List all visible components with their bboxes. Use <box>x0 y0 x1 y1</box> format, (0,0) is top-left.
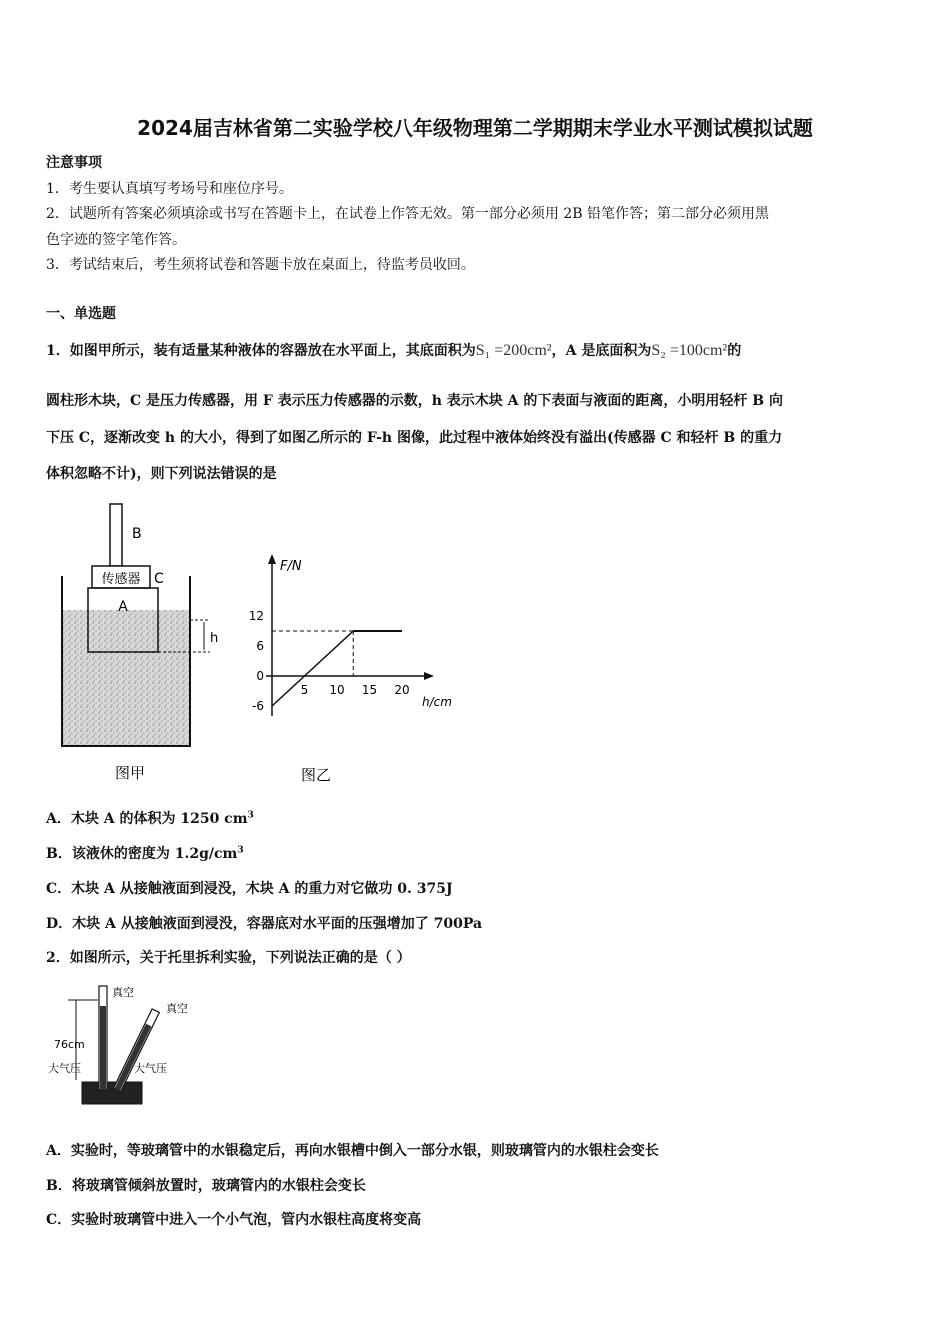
x-tick-label: 5 <box>300 683 309 697</box>
caption-yi: 图乙 <box>300 766 332 784</box>
q1-option-d[interactable]: D．木块 A 从接触液面到浸没，容器底对水平面的压强增加了 700Pa <box>46 916 483 932</box>
option-text: B．该液休的密度为 1.2g/cm <box>46 846 238 862</box>
mercury-column <box>100 1006 106 1090</box>
q1-option-c[interactable]: C．木块 A 从接触液面到浸没，木块 A 的重力对它做功 0. 375J <box>46 881 453 897</box>
rod-b <box>110 504 122 566</box>
note-item: 色字迹的签字笔作答。 <box>46 232 186 248</box>
y-axis-label: F/N <box>280 559 302 574</box>
liquid <box>62 610 190 746</box>
q2-option-a[interactable]: A．实验时，等玻璃管中的水银稳定后，再向水银槽中倒入一部分水银，则玻璃管内的水银柱会变长 <box>46 1143 659 1159</box>
atm-label-2: 大气压 <box>134 1062 167 1075</box>
y-tick-label: 0 <box>256 669 264 683</box>
tilted-mercury <box>114 1024 151 1091</box>
figure-jia <box>50 496 240 791</box>
notes-heading: 注意事项 <box>46 155 102 171</box>
mercury-trough <box>82 1082 142 1104</box>
label-h: h <box>210 631 219 646</box>
x-axis-arrow <box>424 672 434 680</box>
note-item: 1．考生要认真填写考场号和座位序号。 <box>46 181 293 197</box>
x-tick-label: 20 <box>394 683 410 697</box>
note-item: 3．考试结束后，考生须将试卷和答题卡放在桌面上，待监考员收回。 <box>46 257 475 273</box>
sensor-label: 传感器 <box>101 572 141 587</box>
q1-line2: 圆柱形木块，C 是压力传感器，用 F 表示压力传感器的示数，h 表示木块 A 的下表面与液面的距离，小明用轻杆 B 向 <box>46 393 783 409</box>
q1-text: 的 <box>727 343 742 359</box>
y-tick-label: 6 <box>256 639 264 653</box>
page-title: 2024届吉林省第二实验学校八年级物理第二学期期末学业水平测试模拟试题 <box>137 116 813 140</box>
option-sup: 3 <box>247 810 254 821</box>
height-label: 76cm <box>54 1038 85 1051</box>
x-axis-label: h/cm <box>422 695 452 709</box>
label-c: C <box>154 571 164 587</box>
x-tick-label: 15 <box>361 683 378 697</box>
label-a: A <box>118 599 128 615</box>
label-b: B <box>132 526 142 542</box>
q1-option-a[interactable] <box>46 808 254 828</box>
y-axis-arrow <box>268 554 276 564</box>
vacuum-label-1: 真空 <box>112 986 134 999</box>
note-item: 2．试题所有答案必须填涂或书写在答题卡上，在试卷上作答无效。第一部分必须用 2B 铅笔作答；第二部分必须用黑 <box>46 206 769 222</box>
q1-line4: 体积忽略不计)，则下列说法错误的是 <box>46 466 277 482</box>
y-tick-label: 12 <box>248 609 264 623</box>
q1-option-b[interactable] <box>46 843 244 863</box>
option-text: A．木块 A 的体积为 1250 cm <box>46 811 248 827</box>
figure-torricelli <box>46 980 216 1110</box>
q1-line3: 下压 C，逐渐改变 h 的大小，得到了如图乙所示的 F-h 图像，此过程中液体始终没有溢出(传感器 C 和轻杆 B 的重力 <box>46 430 783 446</box>
q1-line1 <box>46 340 741 360</box>
q2-stem: 2．如图所示，关于托里拆利实验，下列说法正确的是（ ） <box>46 950 411 966</box>
q2-option-c[interactable]: C．实验时玻璃管中进入一个小气泡，管内水银柱高度将变高 <box>46 1212 422 1228</box>
q2-option-b[interactable]: B．将玻璃管倾斜放置时，玻璃管内的水银柱会变长 <box>46 1178 366 1194</box>
y-tick-label: -6 <box>252 699 264 713</box>
q1-text: ，A 是底面积为 <box>551 343 652 359</box>
formula-s1: S₁ =200cm² <box>475 342 552 359</box>
x-tick-label: 10 <box>329 683 345 697</box>
figure-yi-chart <box>236 548 466 788</box>
vacuum-label-2: 真空 <box>166 1002 188 1015</box>
option-sup: 3 <box>237 845 244 856</box>
caption-jia: 图甲 <box>114 764 146 782</box>
atm-label-1: 大气压 <box>48 1062 81 1075</box>
formula-s2: S₂ =100cm² <box>651 342 728 359</box>
q1-text: 1．如图甲所示，装有适量某种液体的容器放在水平面上，其底面积为 <box>46 343 476 359</box>
section-heading: 一、单选题 <box>46 306 116 322</box>
